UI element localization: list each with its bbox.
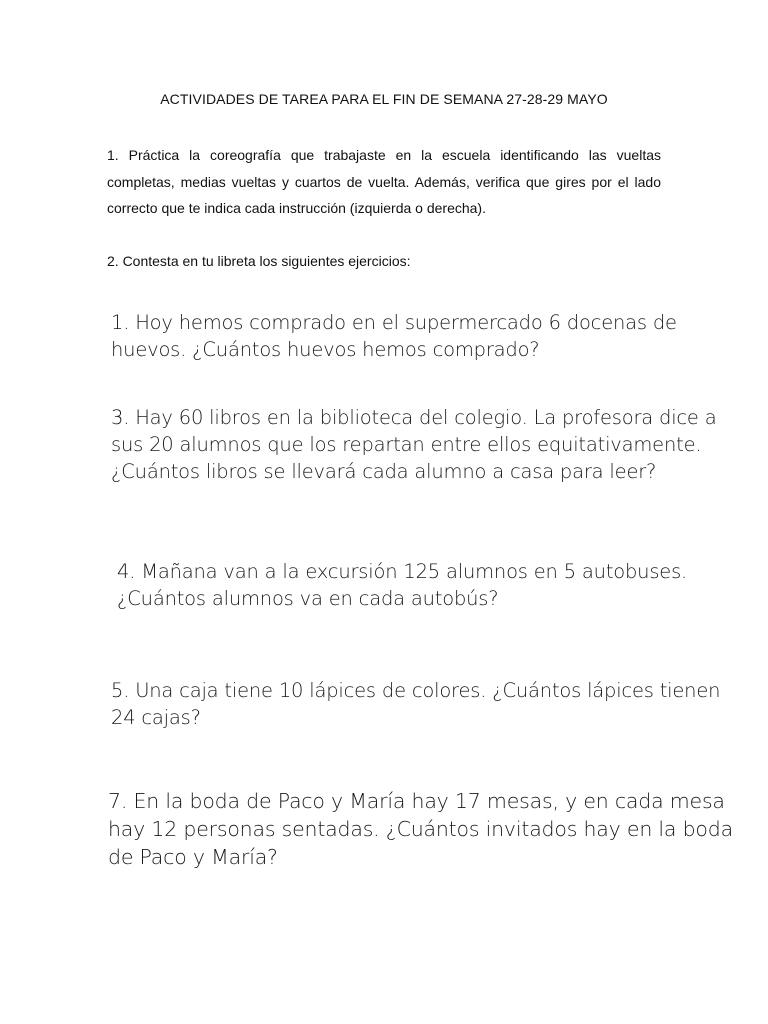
exercise-line: de Paco y María?	[108, 845, 278, 869]
activity-1-paragraph: 1. Práctica la coreografía que trabajaste en la escuela identificando las vueltas completas, medias vueltas y cuartos de vuelta. Además, verifica que gires por el lado correcto que te indica cada instrucción (izquierda o derecha).	[107, 147, 661, 216]
exercise-line: 5. Una caja tiene 10 lápices de colores. ¿Cuántos lápices tienen	[111, 679, 721, 702]
exercise-1	[111, 309, 677, 363]
exercise-line: sus 20 alumnos que los repartan entre ellos equitativamente.	[111, 433, 702, 456]
exercise-line: 4. Mañana van a la excursión 125 alumnos en 5 autobuses.	[117, 560, 688, 583]
exercise-3	[111, 404, 717, 485]
exercise-line: 3. Hay 60 libros en la biblioteca del colegio. La profesora dice a	[111, 406, 717, 429]
exercise-line: ¿Cuántos alumnos va en cada autobús?	[117, 587, 499, 610]
exercise-line: ¿Cuántos libros se llevará cada alumno a casa para leer?	[111, 460, 657, 483]
exercise-line: 24 cajas?	[111, 706, 201, 729]
exercise-7	[108, 787, 733, 871]
activity-2-paragraph: 2. Contesta en tu libreta los siguientes ejercicios:	[107, 253, 411, 269]
exercise-line: 1. Hoy hemos comprado en el supermercado 6 docenas de	[111, 311, 677, 334]
exercise-4	[117, 558, 688, 612]
exercise-5	[111, 677, 721, 731]
exercise-line: hay 12 personas sentadas. ¿Cuántos invitados hay en la boda	[108, 817, 733, 841]
exercise-line: huevos. ¿Cuántos huevos hemos comprado?	[111, 338, 540, 361]
document-title: ACTIVIDADES DE TAREA PARA EL FIN DE SEMANA 27-28-29 MAYO	[160, 91, 608, 107]
exercise-line: 7. En la boda de Paco y María hay 17 mesas, y en cada mesa	[108, 789, 725, 813]
